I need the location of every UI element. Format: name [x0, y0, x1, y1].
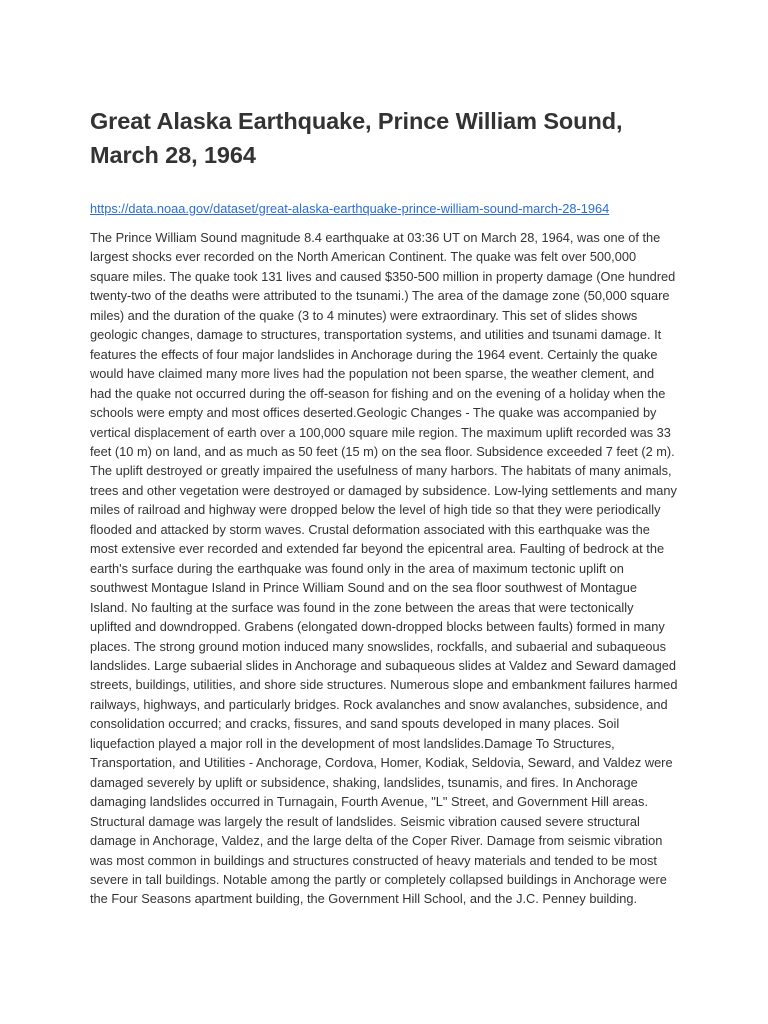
document-page: [90, 104, 678, 909]
source-link[interactable]: https://data.noaa.gov/dataset/great-alaska-earthquake-prince-william-sound-march-28-1964: [90, 201, 610, 216]
document-body: The Prince William Sound magnitude 8.4 earthquake at 03:36 UT on March 28, 1964, was one of the largest shocks ever recorded on the North American Continent. The quake was felt over 500,000 square miles. The quake took 131 lives and caused $350-500 million in property damage (One hundred twenty-two of the deaths were attributed to the tsunami.) The area of the damage zone (50,000 square miles) and the duration of the quake (3 to 4 minutes) were extraordinary. This set of slides shows geologic changes, damage to structures, transportation systems, and utilities and tsunami damage. It features the effects of four major landslides in Anchorage during the 1964 event. Certainly the quake would have claimed many more lives had the population not been sparse, the weather clement, and had the quake not occurred during the off-season for fishing and on the evening of a holiday when the schools were empty and most offices deserted.Geologic Changes - The quake was accompanied by vertical displacement of earth over a 100,000 square mile region. The maximum uplift recorded was 33 feet (10 m) on land, and as much as 50 feet (15 m) on the sea floor. Subsidence exceeded 7 feet (2 m). The uplift destroyed or greatly impaired the usefulness of many harbors. The habitats of many animals, trees and other vegetation were destroyed or damaged by subsidence. Low-lying settlements and many miles of railroad and highway were dropped below the level of high tide so that they were periodically flooded and attacked by storm waves. Crustal deformation associated with this earthquake was the most extensive ever recorded and extended far beyond the epicentral area. Faulting of bedrock at the earth's surface during the earthquake was found only in the area of maximum tectonic uplift on southwest Montague Island in Prince William Sound and on the sea floor southwest of Montague Island. No faulting at the surface was found in the zone between the areas that were tectonically uplifted and downdropped. Grabens (elongated down-dropped blocks between faults) formed in many places. The strong ground motion induced many snowslides, rockfalls, and subaerial and subaqueous landslides. Large subaerial slides in Anchorage and subaqueous slides at Valdez and Seward damaged streets, buildings, utilities, and shore side structures. Numerous slope and embankment failures harmed railways, highways, and particularly bridges. Rock avalanches and snow avalanches, subsidence, and consolidation occurred; and cracks, fissures, and sand spouts developed in many places. Soil liquefaction played a major roll in the development of most landslides.Damage To Structures, Transportation, and Utilities - Anchorage, Cordova, Homer, Kodiak, Seldovia, Seward, and Valdez were damaged severely by uplift or subsidence, shaking, landslides, tsunamis, and fires. In Anchorage damaging landslides occurred in Turnagain, Fourth Avenue, "L" Street, and Government Hill areas. Structural damage was largely the result of landslides. Seismic vibration caused severe structural damage in Anchorage, Valdez, and the large delta of the Coper River. Damage from seismic vibration was most common in buildings and structures constructed of heavy materials and tended to be most severe in tall buildings. Notable among the partly or completely collapsed buildings in Anchorage were the Four Seasons apartment building, the Government Hill School, and the J.C. Penney building.: [90, 230, 678, 907]
document-title: Great Alaska Earthquake, Prince William Sound, March 28, 1964: [90, 108, 623, 168]
